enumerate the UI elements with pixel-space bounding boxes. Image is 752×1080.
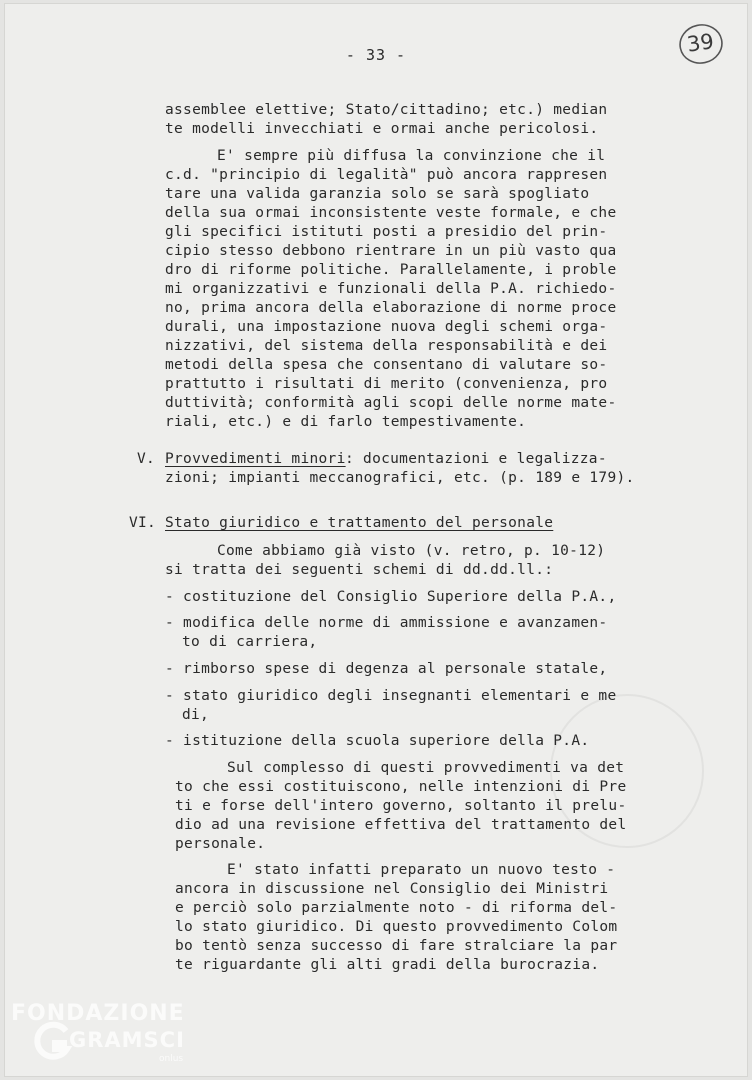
document-body [5,4,747,1076]
text-line: ti e forse dell'intero governo, soltanto il prelu- [175,798,627,814]
text-line: della sua ormai inconsistente veste formale, e che [165,205,617,221]
text-line: durali, una impostazione nuova degli schemi orga- [165,319,608,335]
list-item: - modifica delle norme di ammissione e avanzamen- [165,615,608,631]
text-line: metodi della spesa che consentano di valutare so- [165,357,608,373]
text-line: no, prima ancora della elaborazione di norme proce [165,300,617,316]
text-line: E' stato infatti preparato un nuovo testo - [227,862,616,878]
watermark-bottom-text: GRAMSCI [69,1028,185,1052]
text-line: personale. [175,836,266,852]
watermark-logo [11,1001,201,1077]
text-line: duttività; conformità agli scopi delle norme mate- [165,395,617,411]
text-line: lo stato giuridico. Di questo provvedimento Colom [175,919,618,935]
text-line: cipio stesso debbono rientrare in un più vasto qua [165,243,617,259]
list-item: - rimborso spese di degenza al personale statale, [165,661,608,677]
text-line: zioni; impianti meccanografici, etc. (p. 189 e 179). [165,470,635,486]
list-item-continuation: di, [182,707,210,723]
text-line: c.d. "principio di legalità" può ancora rappresen [165,167,608,183]
document-page [4,3,748,1077]
text-line: Come abbiamo già visto (v. retro, p. 10-12) [217,543,606,559]
text-line: tare una valida garanzia solo se sarà spogliato [165,186,590,202]
archive-number-text: 39 [685,29,716,57]
text-line: gli specifici istituti posti a presidio del prin- [165,224,608,240]
text-line: Sul complesso di questi provvedimenti va det [227,760,625,776]
text-line: te modelli invecchiati e ormai anche pericolosi. [165,121,599,137]
text-line: riali, etc.) e di farlo tempestivamente. [165,414,527,430]
g-logo-icon [33,1021,73,1065]
watermark-top-text: FONDAZIONE [11,1001,185,1026]
text-line: bo tentò senza successo di fare stralciare la par [175,938,618,954]
list-item: - stato giuridico degli insegnanti elementari e me [165,688,617,704]
text-line: to che essi costituiscono, nelle intenzioni di Pre [175,779,627,795]
text-line: assemblee elettive; Stato/cittadino; etc.) median [165,102,608,118]
text-line: si tratta dei seguenti schemi di dd.dd.ll.: [165,562,554,578]
text-line: e perciò solo parzialmente noto - di riforma del- [175,900,618,916]
text-line: te riguardante gli alti gradi della burocrazia. [175,957,600,973]
section-heading: Provvedimenti minori [165,451,346,467]
list-item-continuation: to di carriera, [182,634,318,650]
section-number: VI. [129,515,157,531]
section-heading: Stato giuridico e trattamento del personale [165,515,554,531]
text-line: : documentazioni e legalizza- [345,451,607,467]
text-line: dro di riforme politiche. Parallelamente, i proble [165,262,617,278]
text-line: nizzativi, del sistema della responsabilità e dei [165,338,608,354]
section-number: V. [137,451,156,467]
list-item: - istituzione della scuola superiore della P.A. [165,733,590,749]
text-line: prattutto i risultati di merito (convenienza, pro [165,376,608,392]
list-item: - costituzione del Consiglio Superiore della P.A., [165,589,617,605]
watermark-small-text: onlus [159,1054,184,1064]
text-line: E' sempre più diffusa la convinzione che il [217,148,606,164]
text-line: dio ad una revisione effettiva del trattamento del [175,817,627,833]
text-line: ancora in discussione nel Consiglio dei Ministri [175,881,609,897]
page-number: - 33 - [345,46,407,64]
text-line: mi organizzativi e funzionali della P.A. richiedo- [165,281,617,297]
